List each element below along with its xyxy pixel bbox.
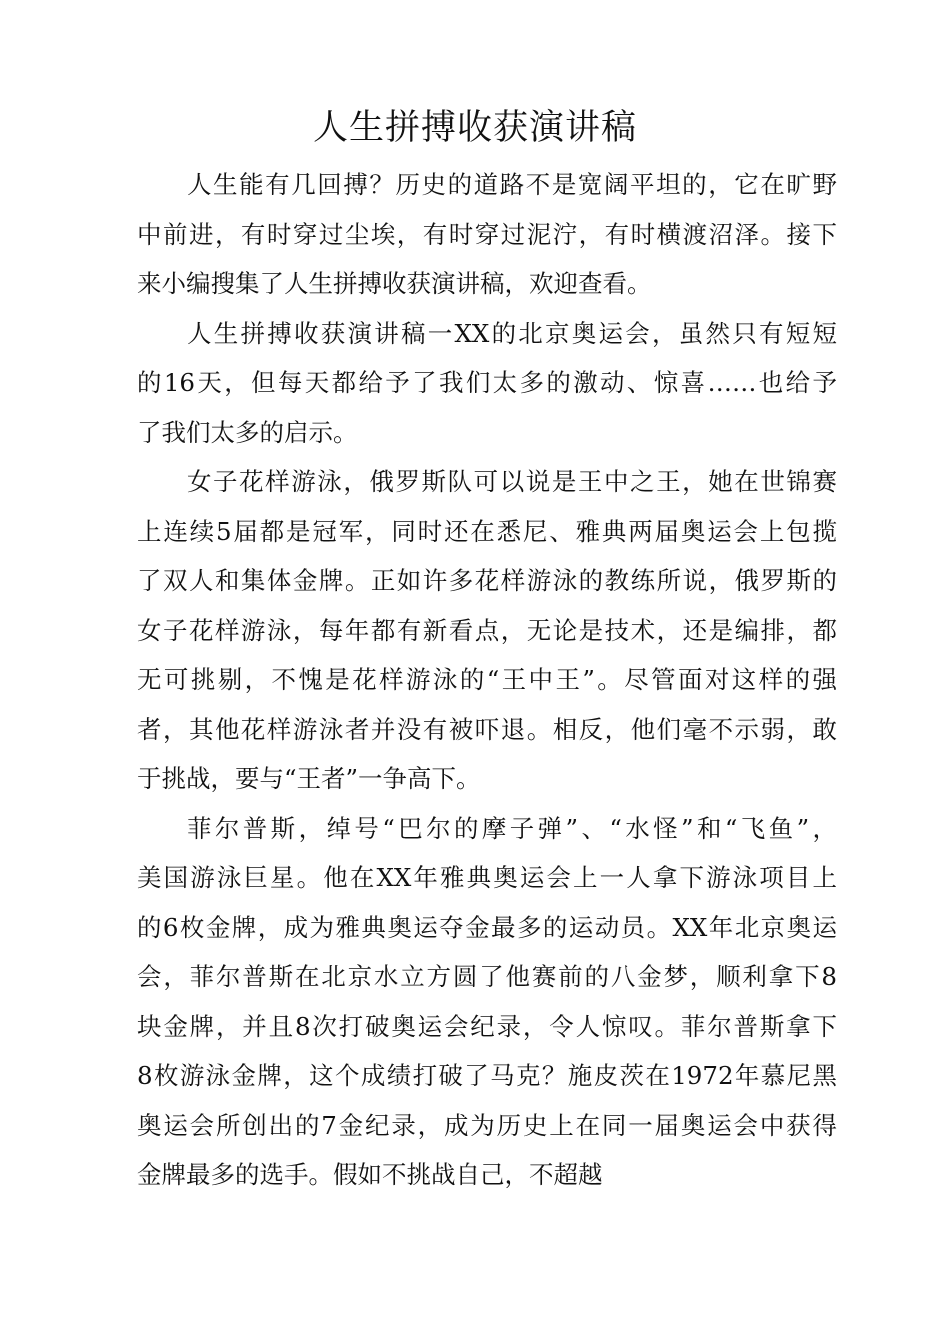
text-line: 人生拼搏收获演讲稿一XX的北京奥运会，虽然只有短短 [187,318,837,348]
page-title: 人生拼搏收获演讲稿 [312,108,637,148]
text-line: 美国游泳巨星。他在XX年雅典奥运会上一人拿下游泳项目上 [137,863,837,892]
text-line: 者，其他花样游泳者并没有被吓退。相反，他们毫不示弱，敢 [137,714,837,744]
text-line: 菲尔普斯，绰号“巴尔的摩子弹”、“水怪”和“飞鱼”， [187,813,837,843]
text-line: 了我们太多的启示。 [137,417,358,447]
text-line: 上连续5届都是冠军，同时还在悉尼、雅典两届奥运会上包揽 [137,516,837,546]
text-line: 女子花样游泳，每年都有新看点，无论是技术，还是编排，都 [137,615,837,645]
paragraph-1 [137,160,837,309]
text-line: 中前进，有时穿过尘埃，有时穿过泥泞，有时横渡沼泽。接下 [137,219,837,249]
text-line: 女子花样游泳，俄罗斯队可以说是王中之王，她在世锦赛 [187,467,837,496]
text-line: 的6枚金牌，成为雅典奥运夺金最多的运动员。XX年北京奥运 [137,912,838,942]
paragraph-2 [137,309,837,458]
text-line: 金牌最多的选手。假如不挑战自己，不超越 [137,1160,603,1189]
text-line: 无可挑剔，不愧是花样游泳的“王中王”。尽管面对这样的强 [137,665,837,694]
paragraph-4 [137,804,837,1200]
text-line: 人生能有几回搏？历史的道路不是宽阔平坦的，它在旷野 [187,170,837,199]
text-line: 会，菲尔普斯在北京水立方圆了他赛前的八金梦，顺利拿下8 [137,962,837,991]
document-body [137,160,837,1200]
text-line: 的16天，但每天都给予了我们太多的激动、惊喜……也给予 [137,368,837,397]
text-line: 块金牌，并且8次打破奥运会纪录，令人惊叹。菲尔普斯拿下 [137,1011,837,1041]
text-line: 于挑战，要与“王者”一争高下。 [137,764,481,793]
text-line: 来小编搜集了人生拼搏收获演讲稿，欢迎查看。 [137,269,652,298]
text-line: 了双人和集体金牌。正如许多花样游泳的教练所说，俄罗斯的 [137,566,837,595]
text-line: 8枚游泳金牌，这个成绩打破了马克？施皮茨在1972年慕尼黑 [137,1061,837,1090]
paragraph-3 [137,457,837,804]
text-line: 奥运会所创出的7金纪录，成为历史上在同一届奥运会中获得 [137,1110,837,1140]
